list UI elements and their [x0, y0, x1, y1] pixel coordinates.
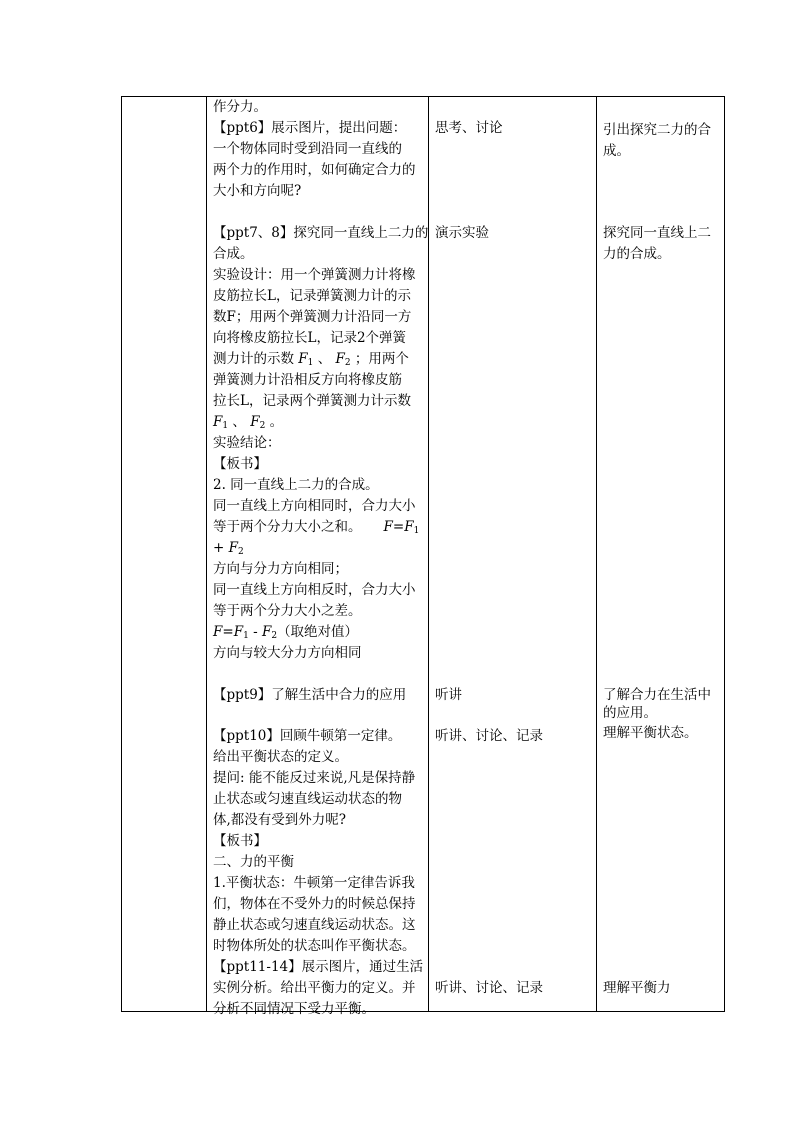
text-line: 时物体所处的状态叫作平衡状态。 [213, 938, 416, 954]
text-line: 实例分析。给出平衡力的定义。并 [213, 980, 416, 996]
text-line: 听讲、讨论、记录 [435, 728, 543, 744]
text-line: 们，物体在不受外力的时候总保持 [213, 896, 416, 912]
text-span: ；用两个 [354, 351, 409, 367]
text-line: 体,都没有受到外力呢? [213, 812, 347, 828]
text-line: 数F；用两个弹簧测力计沿同一方 [213, 309, 412, 325]
text-line: 分析不同情况下受力平衡。 [213, 1001, 375, 1017]
text-line: 拉长L，记录两个弹簧测力计示数 [213, 393, 411, 409]
text-line: 静止状态或匀速直线运动状态。这 [213, 917, 416, 933]
text-line: 成。 [603, 143, 630, 159]
text-line: 弹簧测力计沿相反方向将橡皮筋 [213, 372, 402, 388]
text-span: 。 [269, 414, 284, 430]
text-span: （取绝对值） [277, 624, 359, 640]
text-line: 2. 同一直线上二力的合成。 [213, 477, 379, 493]
text-line: 方向与较大分力方向相同 [213, 645, 362, 661]
text-span: 测力计的示数 [213, 351, 294, 367]
text-line: 同一直线上方向相同时，合力大小 [213, 498, 416, 514]
text-line: 皮筋拉长L，记录弹簧测力计的示 [213, 288, 411, 304]
text-line: 实验结论： [213, 435, 281, 451]
text-line: $F_1$ 、 $F_2$ 。 [213, 414, 284, 431]
text-line: 测力计的示数 $F_1$ 、 $F_2$ ；用两个 [213, 351, 409, 368]
column-divider [596, 97, 597, 1011]
text-line: 演示实验 [435, 225, 489, 241]
text-line: 实验设计：用一个弹簧测力计将橡 [213, 267, 416, 283]
text-line: 向将橡皮筋拉长L，记录2个弹簧 [213, 330, 407, 346]
text-line: 的应用。 [603, 705, 657, 721]
text-line: 合成。 [213, 246, 254, 262]
text-line: 等于两个分力大小之和。 $F=F_1$ [213, 519, 420, 536]
text-line: + $F_2$ [213, 540, 244, 557]
text-line: 了解合力在生活中 [603, 687, 711, 703]
text-line: 【ppt6】展示图片，提出问题： [213, 120, 407, 136]
text-line: 【ppt10】回顾牛顿第一定律。 [213, 728, 402, 744]
column-divider [206, 97, 207, 1011]
text-line: 方向与分力方向相同； [213, 561, 348, 577]
lesson-plan-table [121, 96, 725, 1017]
text-line: 等于两个分力大小之差。 [213, 603, 362, 619]
text-line: 理解平衡力 [603, 980, 671, 996]
text-line: 【板书】 [213, 833, 267, 849]
text-line: 力的合成。 [603, 246, 671, 262]
text-line: 听讲、讨论、记录 [435, 980, 543, 996]
text-line: 听讲 [435, 687, 462, 703]
text-line: 【ppt11-14】展示图片，通过生活 [213, 959, 424, 975]
text-line: 探究同一直线上二 [603, 225, 711, 241]
text-line: 理解平衡状态。 [603, 725, 698, 741]
text-line: 引出探究二力的合 [603, 122, 711, 138]
text-line: 同一直线上方向相反时，合力大小 [213, 582, 416, 598]
text-line: 二、力的平衡 [213, 854, 294, 870]
text-line: 给出平衡状态的定义。 [213, 749, 348, 765]
text-span: 等于两个分力大小之和。 [213, 519, 362, 535]
text-line: 【ppt7、8】探究同一直线上二力的 [213, 225, 429, 241]
text-line: 两个力的作用时，如何确定合力的 [213, 162, 416, 178]
text-line: 作分力。 [213, 99, 267, 115]
text-line: 止状态或匀速直线运动状态的物 [213, 791, 402, 807]
text-line: 一个物体同时受到沿同一直线的 [213, 141, 402, 157]
text-line: 1.平衡状态：牛顿第一定律告诉我 [213, 875, 415, 891]
text-line: 提问: 能不能反过来说,凡是保持静 [213, 770, 416, 786]
text-line: 思考、讨论 [435, 120, 503, 136]
text-line: 【ppt9】了解生活中合力的应用 [213, 687, 407, 703]
text-line: 【板书】 [213, 456, 267, 472]
text-line: 大小和方向呢? [213, 183, 302, 199]
text-line: $F=F_1 - F_2$（取绝对值） [213, 624, 359, 641]
